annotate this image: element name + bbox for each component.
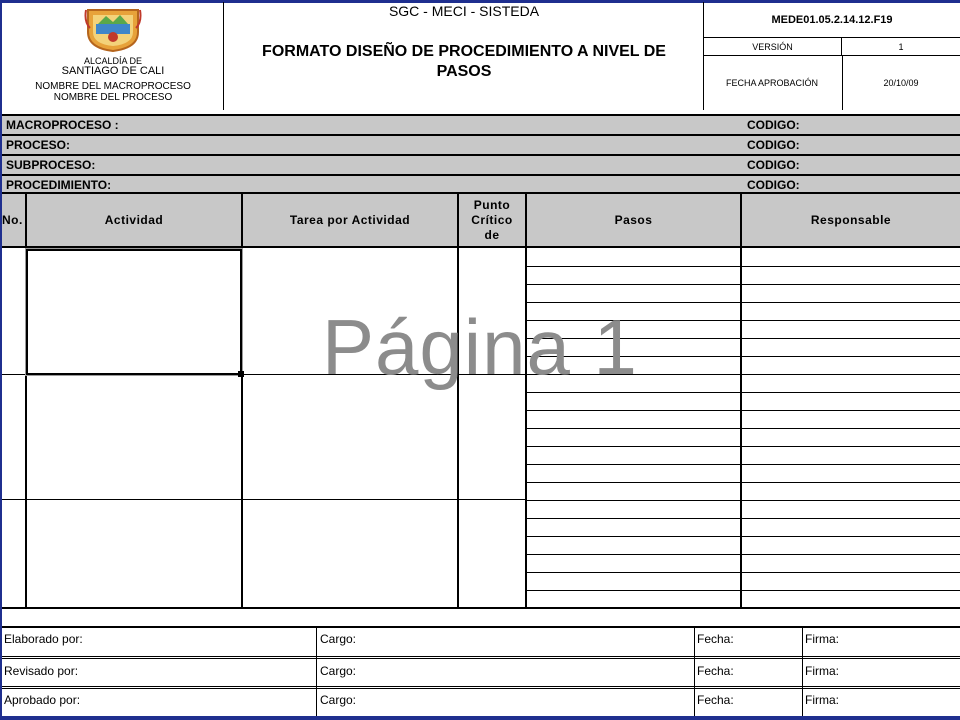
signature-cargo: Cargo: xyxy=(320,664,357,678)
signature-col-divider xyxy=(694,628,695,716)
system-name: SGC - MECI - SISTEDA xyxy=(388,3,540,19)
col-divider xyxy=(457,194,459,608)
info-label: SUBPROCESO: xyxy=(6,158,96,172)
fill-handle[interactable] xyxy=(238,371,244,377)
step-row-line xyxy=(527,464,960,465)
version-label: VERSIÓN xyxy=(704,38,842,56)
info-row-subprocess xyxy=(2,154,960,174)
step-row-line xyxy=(527,446,960,447)
signature-col-divider xyxy=(316,628,317,716)
step-row-line xyxy=(527,284,960,285)
date-value: 20/10/09 xyxy=(883,78,919,88)
column-header-no: No. xyxy=(2,194,26,246)
step-row-line xyxy=(527,482,960,483)
signature-divider xyxy=(2,656,960,659)
step-row-line xyxy=(527,554,960,555)
bottom-border xyxy=(0,716,960,720)
step-row-line xyxy=(527,410,960,411)
column-header-steps: Pasos xyxy=(527,194,740,246)
date-label: FECHA APROBACIÓN xyxy=(725,77,819,88)
signature-row-approved xyxy=(0,689,960,713)
signature-row-elaborated xyxy=(0,628,960,652)
logo-city-label xyxy=(2,57,224,77)
signature-row-reviewed xyxy=(0,660,960,684)
info-label: PROCEDIMIENTO: xyxy=(6,178,112,192)
logo-block xyxy=(2,2,224,110)
info-label: MACROPROCESO : xyxy=(6,118,119,132)
logo-line1: ALCALDÍA DE xyxy=(83,56,143,66)
code-block xyxy=(704,2,960,110)
page-watermark: Página 1 xyxy=(322,303,638,391)
version-value: 1 xyxy=(842,38,960,56)
step-row-line xyxy=(527,428,960,429)
step-row-line xyxy=(527,590,960,591)
document-title: FORMATO DISEÑO DE PROCEDIMIENTO A NIVEL DE PASOS xyxy=(262,43,666,80)
city-seal-logo xyxy=(84,6,142,52)
process-name: NOMBRE DEL PROCESO xyxy=(53,92,173,103)
doc-code: MEDE01.05.2.14.12.F19 xyxy=(704,2,960,38)
column-header-activity: Actividad xyxy=(27,194,241,246)
signature-cargo: Cargo: xyxy=(320,632,357,646)
logo-line2: SANTIAGO DE CALI xyxy=(61,65,165,77)
info-code-label: CODIGO: xyxy=(747,138,800,152)
info-row-process xyxy=(2,134,960,154)
step-row-line xyxy=(527,572,960,573)
signature-label: Elaborado por: xyxy=(4,632,83,646)
signature-sign: Firma: xyxy=(805,632,839,646)
signature-col-divider xyxy=(802,628,803,716)
info-row-procedure xyxy=(2,174,960,194)
signature-label: Aprobado por: xyxy=(4,693,81,707)
step-row-line xyxy=(527,500,960,501)
signature-date: Fecha: xyxy=(697,693,734,707)
info-code-label: CODIGO: xyxy=(747,158,800,172)
info-code-label: CODIGO: xyxy=(747,118,800,132)
activity-row-divider xyxy=(2,499,527,500)
column-header-task: Tarea por Actividad xyxy=(243,194,457,246)
info-row-macroprocess xyxy=(2,114,960,134)
info-label: PROCESO: xyxy=(6,138,71,152)
column-header-responsible: Responsable xyxy=(742,194,960,246)
signature-sign: Firma: xyxy=(805,664,839,678)
signature-cargo: Cargo: xyxy=(320,693,357,707)
signature-sign: Firma: xyxy=(805,693,839,707)
signature-date: Fecha: xyxy=(697,632,734,646)
step-row-line xyxy=(527,518,960,519)
macroprocess-name: NOMBRE DEL MACROPROCESO xyxy=(35,81,191,92)
table-bottom-border xyxy=(2,607,960,609)
column-header-critical-point: Punto Crítico de xyxy=(459,194,525,246)
signature-date: Fecha: xyxy=(697,664,734,678)
step-row-line xyxy=(527,266,960,267)
title-block xyxy=(224,2,704,110)
step-row-line xyxy=(527,536,960,537)
selected-cell[interactable] xyxy=(26,249,242,375)
signature-label: Revisado por: xyxy=(4,664,79,678)
info-code-label: CODIGO: xyxy=(747,178,800,192)
